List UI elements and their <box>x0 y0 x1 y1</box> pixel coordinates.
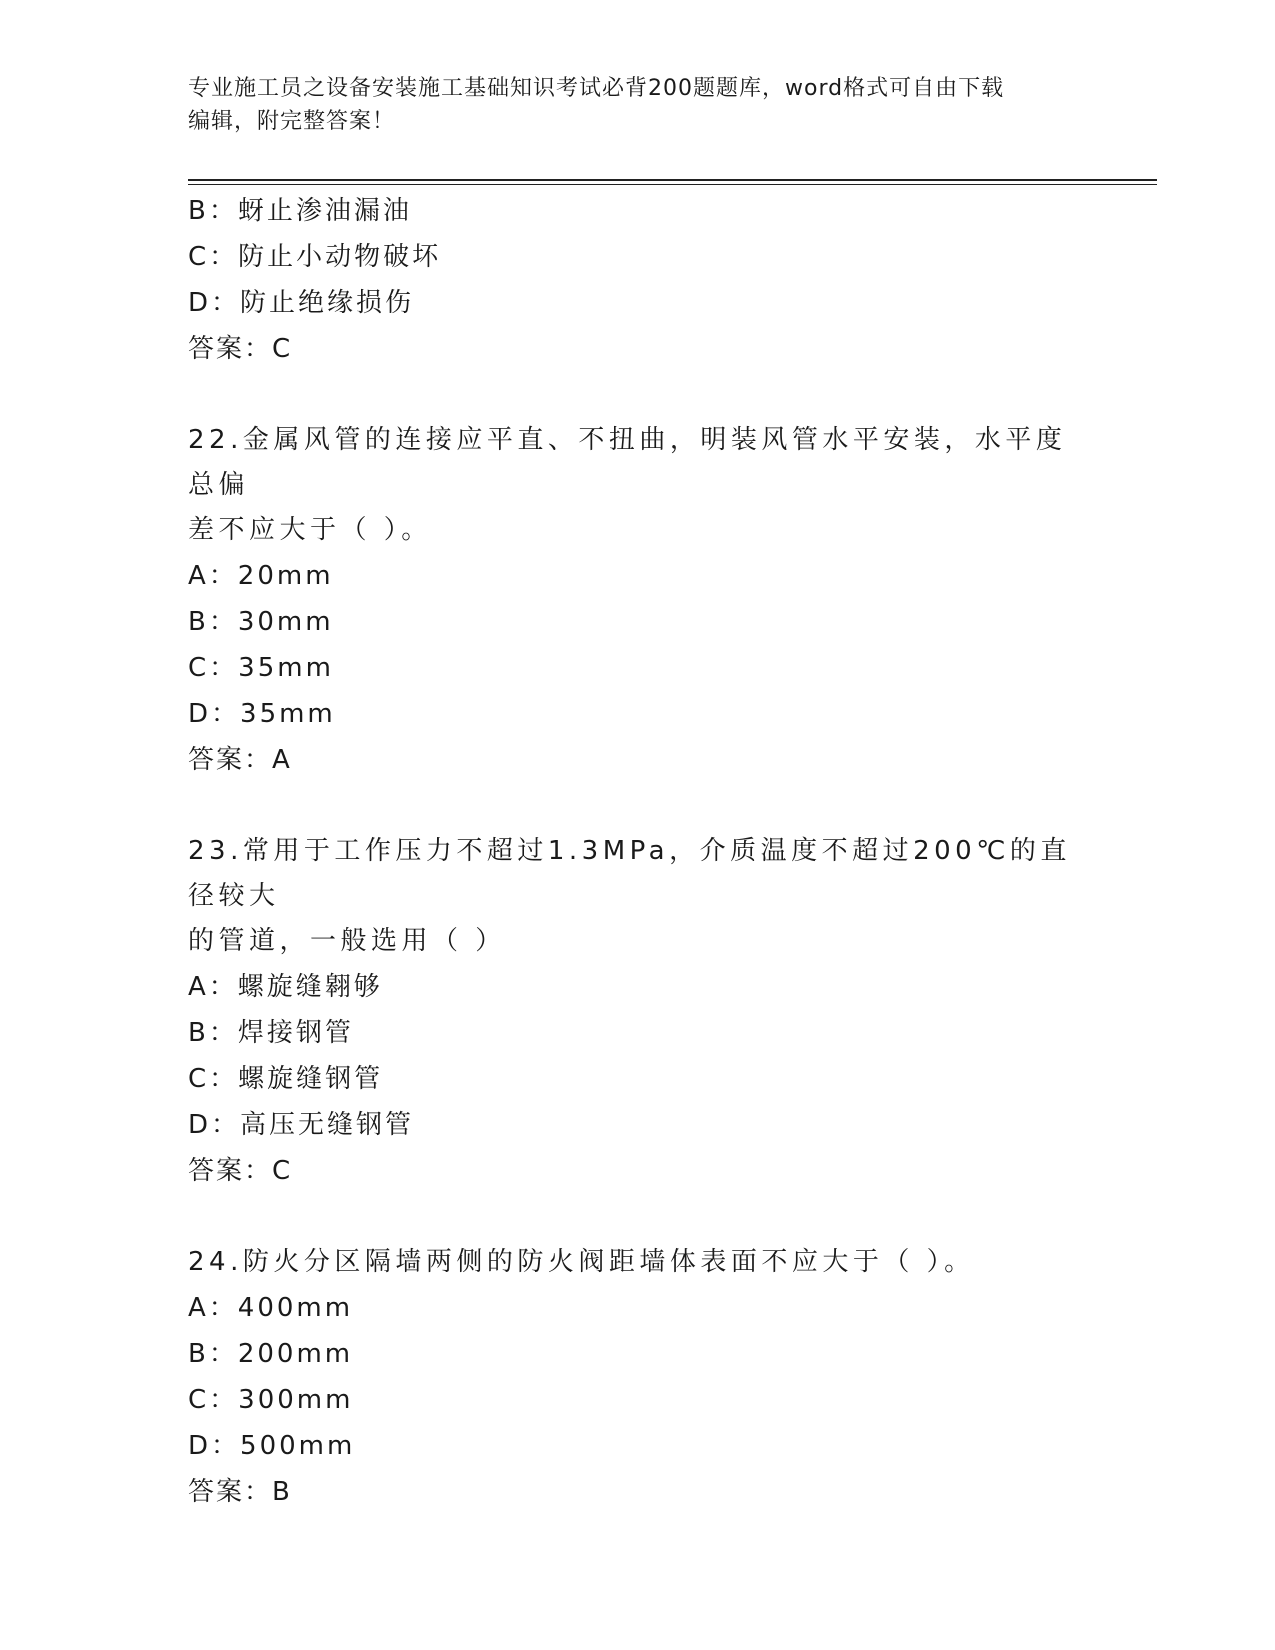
option-c: C：螺旋缝钢管 <box>188 1064 384 1094</box>
question-text-line-2: 差不应大于（ ）。 <box>188 515 432 545</box>
option-b: B：焊接钢管 <box>188 1018 354 1048</box>
option-d: D：防止绝缘损伤 <box>188 288 415 318</box>
option-c: C：防止小动物破坏 <box>188 242 442 272</box>
question-text <box>188 829 1088 964</box>
spacer <box>188 372 1088 418</box>
answer-line: 答案：B <box>188 1477 292 1507</box>
header-line-1: 专业施工员之设备安装施工基础知识考试必背200题题库，word格式可自由下载 <box>188 76 1005 101</box>
question-23 <box>188 829 1088 1194</box>
answer-line: 答案：C <box>188 334 293 364</box>
option-a: A：螺旋缝翱够 <box>188 972 383 1002</box>
option-d: D：35mm <box>188 699 336 729</box>
option-b: B：蚜止渗油漏油 <box>188 196 412 226</box>
question-21-continued <box>188 188 1088 372</box>
option-a: A：20mm <box>188 561 334 591</box>
option-b: B：30mm <box>188 607 334 637</box>
option-d: D：高压无缝钢管 <box>188 1110 415 1140</box>
question-text-line-1: 23.常用于工作压力不超过1.3MPa，介质温度不超过200℃的直径较大 <box>188 836 1071 911</box>
header-divider-thick <box>188 179 1157 181</box>
spacer <box>188 1194 1088 1240</box>
answer-line: 答案：A <box>188 745 292 775</box>
option-c: C：300mm <box>188 1385 354 1415</box>
question-text-line-2: 的管道，一般选用（ ） <box>188 926 506 956</box>
question-text <box>188 418 1088 553</box>
option-b: B：200mm <box>188 1339 354 1369</box>
question-22 <box>188 418 1088 783</box>
option-c: C：35mm <box>188 653 334 683</box>
spacer <box>188 783 1088 829</box>
question-text-line-1: 24.防火分区隔墙两侧的防火阀距墙体表面不应大于（ ）。 <box>188 1247 975 1277</box>
question-24 <box>188 1240 1088 1515</box>
question-list <box>188 188 1088 1515</box>
header-divider-thin <box>188 184 1157 185</box>
question-text <box>188 1240 1088 1285</box>
option-d: D：500mm <box>188 1431 356 1461</box>
answer-line: 答案：C <box>188 1156 293 1186</box>
question-text-line-1: 22.金属风管的连接应平直、不扭曲，明装风管水平安装，水平度总偏 <box>188 425 1067 500</box>
header-line-2: 编辑，附完整答案！ <box>188 109 396 134</box>
option-a: A：400mm <box>188 1293 354 1323</box>
document-header <box>188 72 1088 138</box>
